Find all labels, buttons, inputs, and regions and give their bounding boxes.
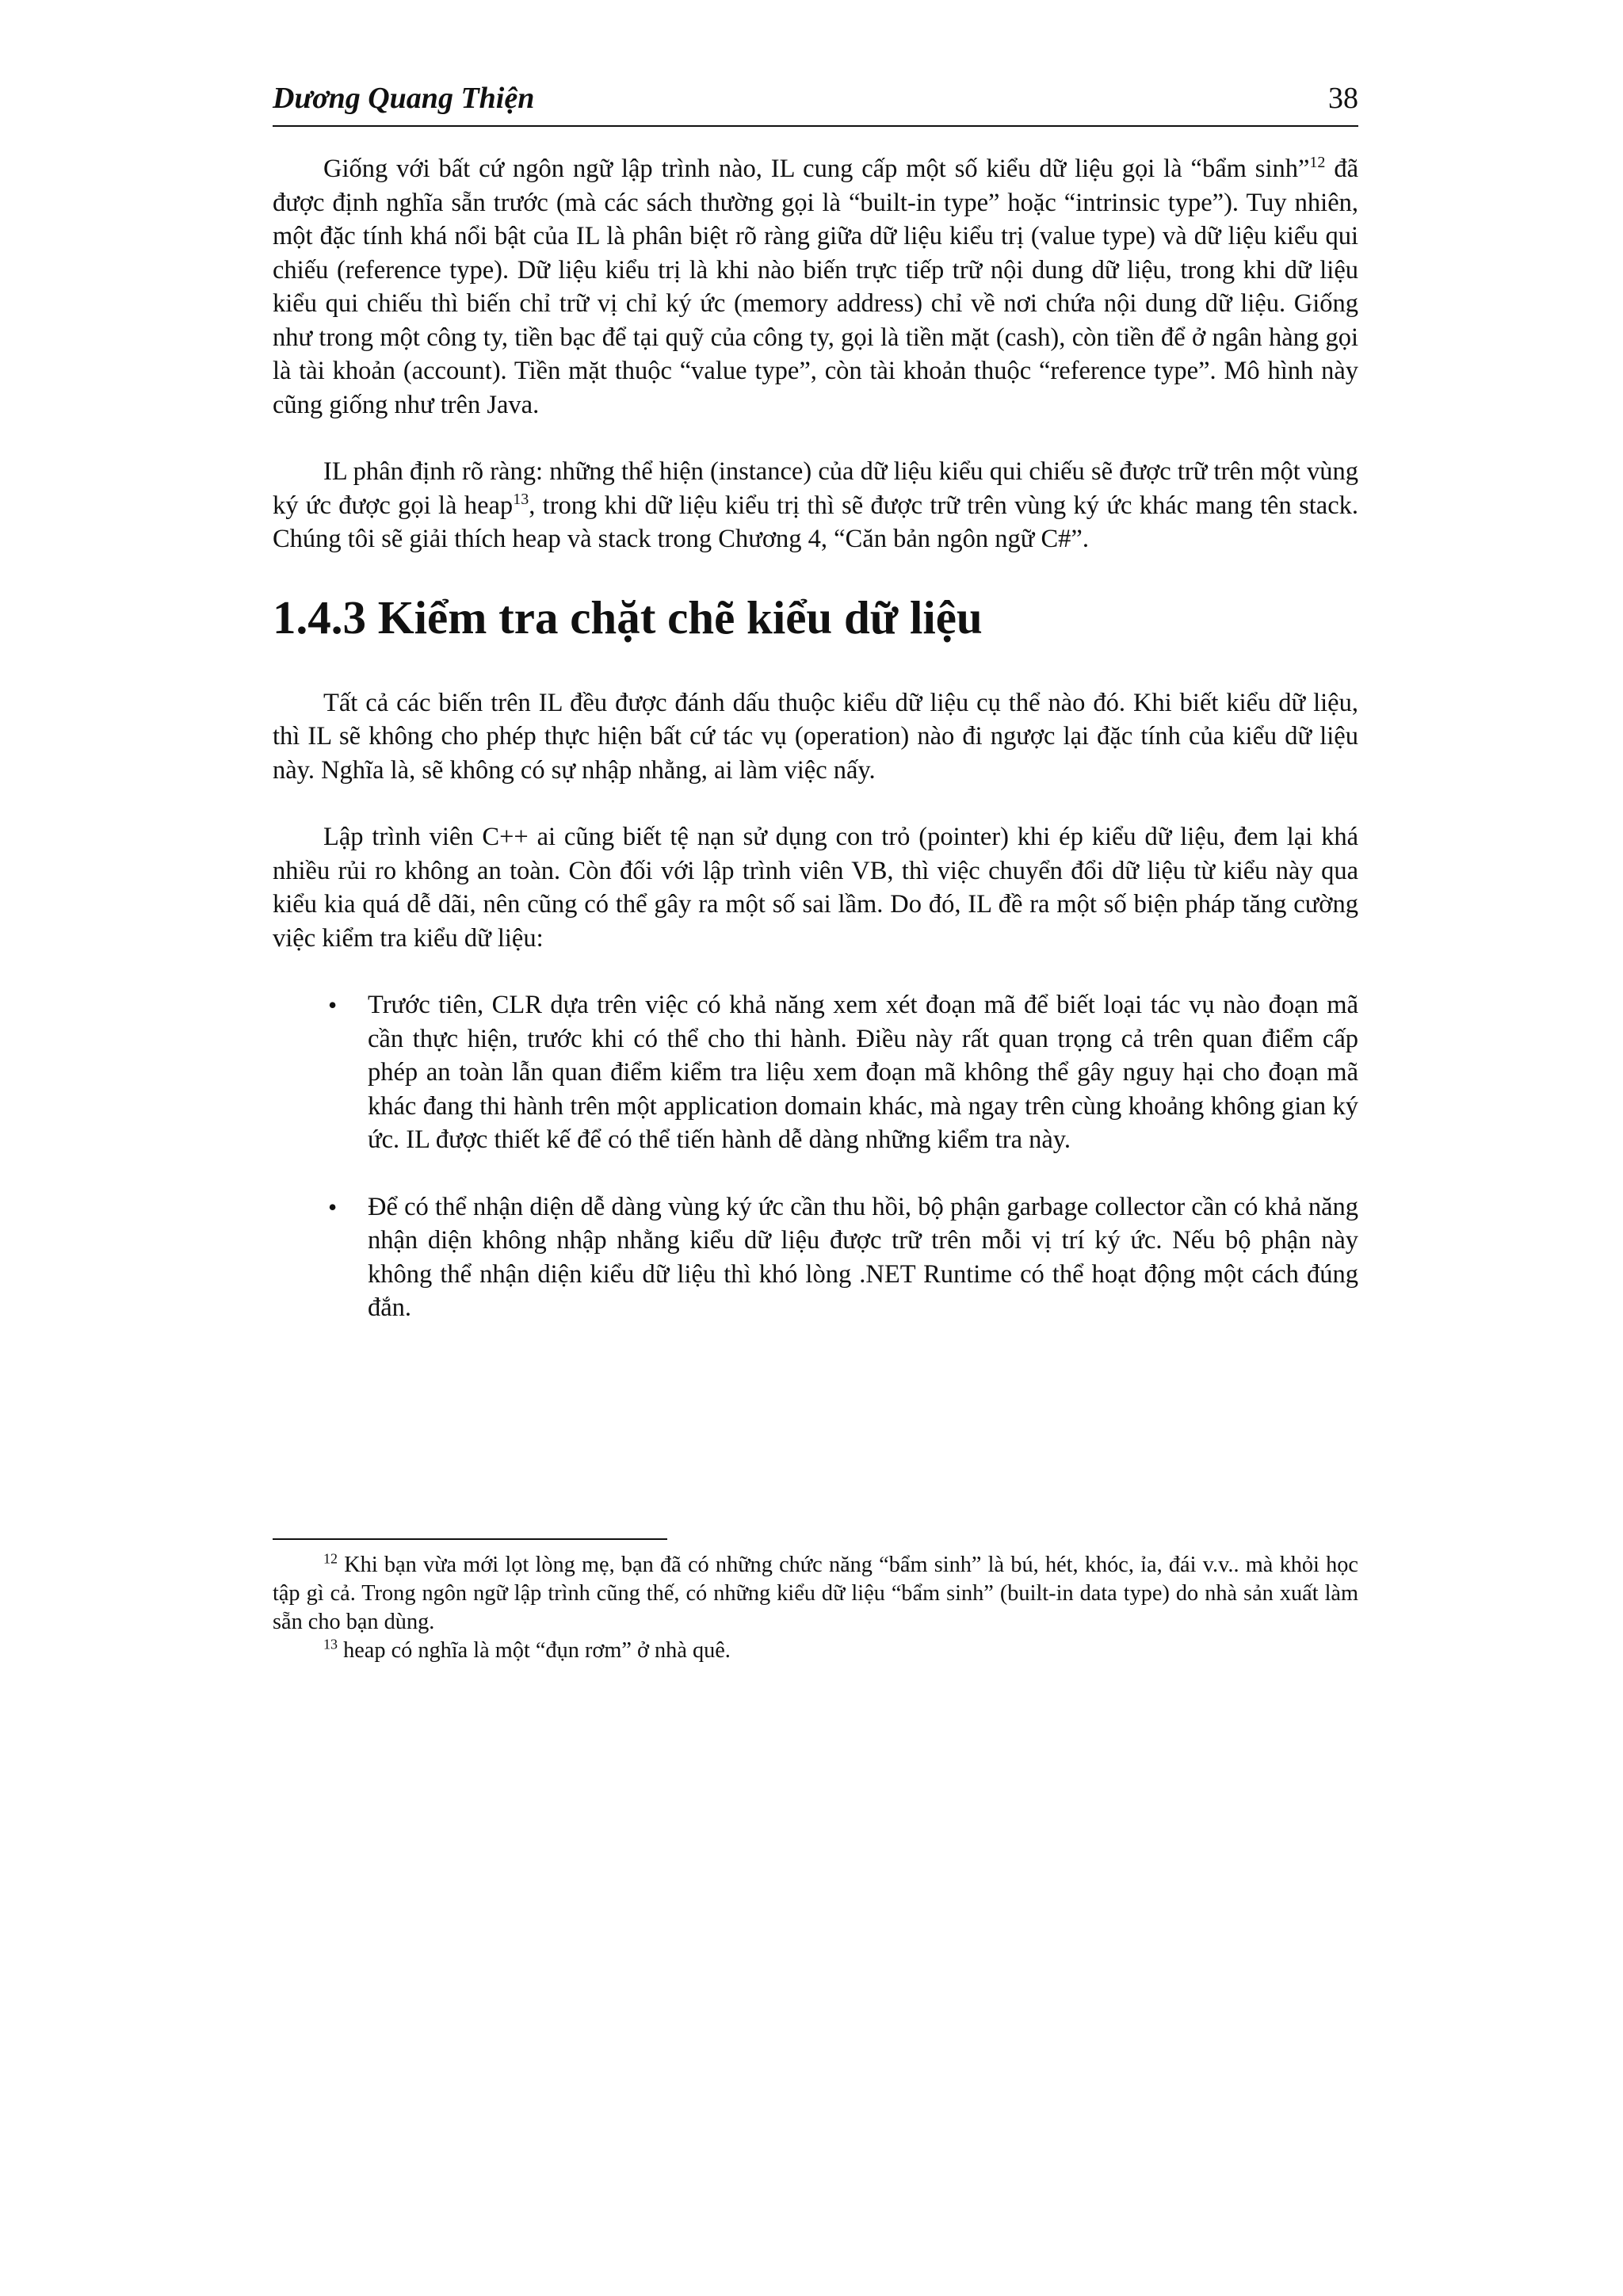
footnote-number: 13	[323, 1636, 338, 1652]
bullet-list	[273, 988, 1358, 1325]
footnote-text: heap có nghĩa là một “đụn rơm” ở nhà quê.	[338, 1638, 731, 1663]
footnote-ref-12[interactable]: 12	[1309, 154, 1326, 172]
footnote-divider	[273, 1538, 667, 1540]
list-item	[273, 988, 1358, 1157]
paragraph-type-marking: Tất cả các biến trên IL đều được đánh dấu thuộc kiểu dữ liệu cụ thể nào đó. Khi biết kiểu dữ liệu, thì IL sẽ không cho phép thực hiện bất cứ tác vụ (operation) nào đi ngược lại đặc tính của kiểu dữ liệu này. Nghĩa là, sẽ không có sự nhập nhằng, ai làm việc nấy.	[273, 688, 1358, 785]
paragraph-text: IL phân định rõ ràng: những thể hiện (instance) của dữ liệu kiểu qui chiếu sẽ được trữ trên một vùng ký ức được gọi là heap	[273, 457, 1358, 520]
paragraph-text: đã được định nghĩa sẵn trước (mà các sách thường gọi là “built-in type” hoặc “intrinsic type”). Tuy nhiên, một đặc tính khá nổi bật của IL là phân biệt rõ ràng giữa dữ liệu kiểu trị (value type) và dữ liệu kiểu qui chiếu (reference type). Dữ liệu kiểu trị là khi nào biến trực tiếp trữ nội dung dữ liệu, trong khi dữ liệu kiểu qui chiếu thì biến chỉ trữ vị chỉ ký ức (memory address) chỉ về nơi chứa nội dung dữ liệu. Giống như trong một công ty, tiền bạc để tại quỹ của công ty, gọi là tiền mặt (cash), còn tiền để ở ngân hàng gọi là tài khoản (account). Tiền mặt thuộc “value type”, còn tài khoản thuộc “reference type”. Mô hình này cũng giống như trên Java.	[273, 155, 1358, 419]
footnote-text: Khi bạn vừa mới lọt lòng mẹ, bạn đã có những chức năng “bẩm sinh” là bú, hét, khóc, ỉa, đái v.v.. mà khỏi học tập gì cả. Trong ngôn ngữ lập trình cũng thế, có những kiểu dữ liệu “bẩm sinh” (built-in data type) do nhà sản xuất làm sẵn cho bạn dùng.	[273, 1553, 1358, 1634]
body-text	[273, 152, 1358, 1358]
paragraph-text: , trong khi dữ liệu kiểu trị thì sẽ được trữ trên vùng ký ức khác mang tên stack. Chúng tôi sẽ giải thích heap và stack trong Chương 4, “Căn bản ngôn ngữ C#”.	[273, 491, 1358, 553]
footnotes	[273, 1551, 1358, 1665]
document-page	[273, 0, 1358, 2296]
footnote-ref-13[interactable]: 13	[513, 490, 529, 508]
paragraph-type-checking-measures: Lập trình viên C++ ai cũng biết tệ nạn sử dụng con trỏ (pointer) khi ép kiểu dữ liệu, đem lại khá nhiều rủi ro không an toàn. Còn đối với lập trình viên VB, thì việc chuyển đổi dữ liệu từ kiểu này qua kiểu kia quá dễ dãi, nên cũng có thể gây ra một số sai lầm. Do đó, IL đề ra một số biện pháp tăng cường việc kiểm tra kiểu dữ liệu:	[273, 823, 1358, 953]
footnote-12	[273, 1551, 1358, 1637]
paragraph-text: Giống với bất cứ ngôn ngữ lập trình nào, IL cung cấp một số kiểu dữ liệu gọi là “bẩm sinh”	[323, 155, 1310, 183]
list-item-text: Để có thể nhận diện dễ dàng vùng ký ức cần thu hồi, bộ phận garbage collector cần có khả năng nhận diện không nhập nhằng kiểu dữ liệu được trữ trên mỗi vị trí ký ức. Nếu bộ phận này không thể nhận diện kiểu dữ liệu thì khó lòng .NET Runtime có thể hoạt động một cách đúng đắn.	[368, 1192, 1358, 1322]
list-item	[273, 1190, 1358, 1325]
paragraph-heap-stack	[273, 455, 1358, 556]
paragraph-builtin-types	[273, 152, 1358, 422]
footnote-number: 12	[323, 1550, 338, 1567]
bullet-icon: •	[328, 991, 338, 1019]
footnote-13	[273, 1637, 1358, 1665]
header-page-number: 38	[1328, 82, 1358, 115]
bullet-icon: •	[328, 1192, 338, 1221]
page-header	[273, 78, 1358, 127]
section-heading-1-4-3: 1.4.3 Kiểm tra chặt chẽ kiểu dữ liệu	[273, 590, 983, 644]
list-item-text: Trước tiên, CLR dựa trên việc có khả năng xem xét đoạn mã để biết loại tác vụ nào đoạn mã cần thực hiện, trước khi có thể cho thi hành. Điều này rất quan trọng cả trên quan điểm cấp phép an toàn lẫn quan điểm kiểm tra liệu xem đoạn mã không thể gây nguy hại cho đoạn mã khác đang thi hành trên một application domain khác, mà ngay trên cùng khoảng không gian ký ức. IL được thiết kế để có thể tiến hành dễ dàng những kiểm tra này.	[368, 991, 1358, 1154]
header-author: Dương Quang Thiện	[273, 82, 535, 115]
